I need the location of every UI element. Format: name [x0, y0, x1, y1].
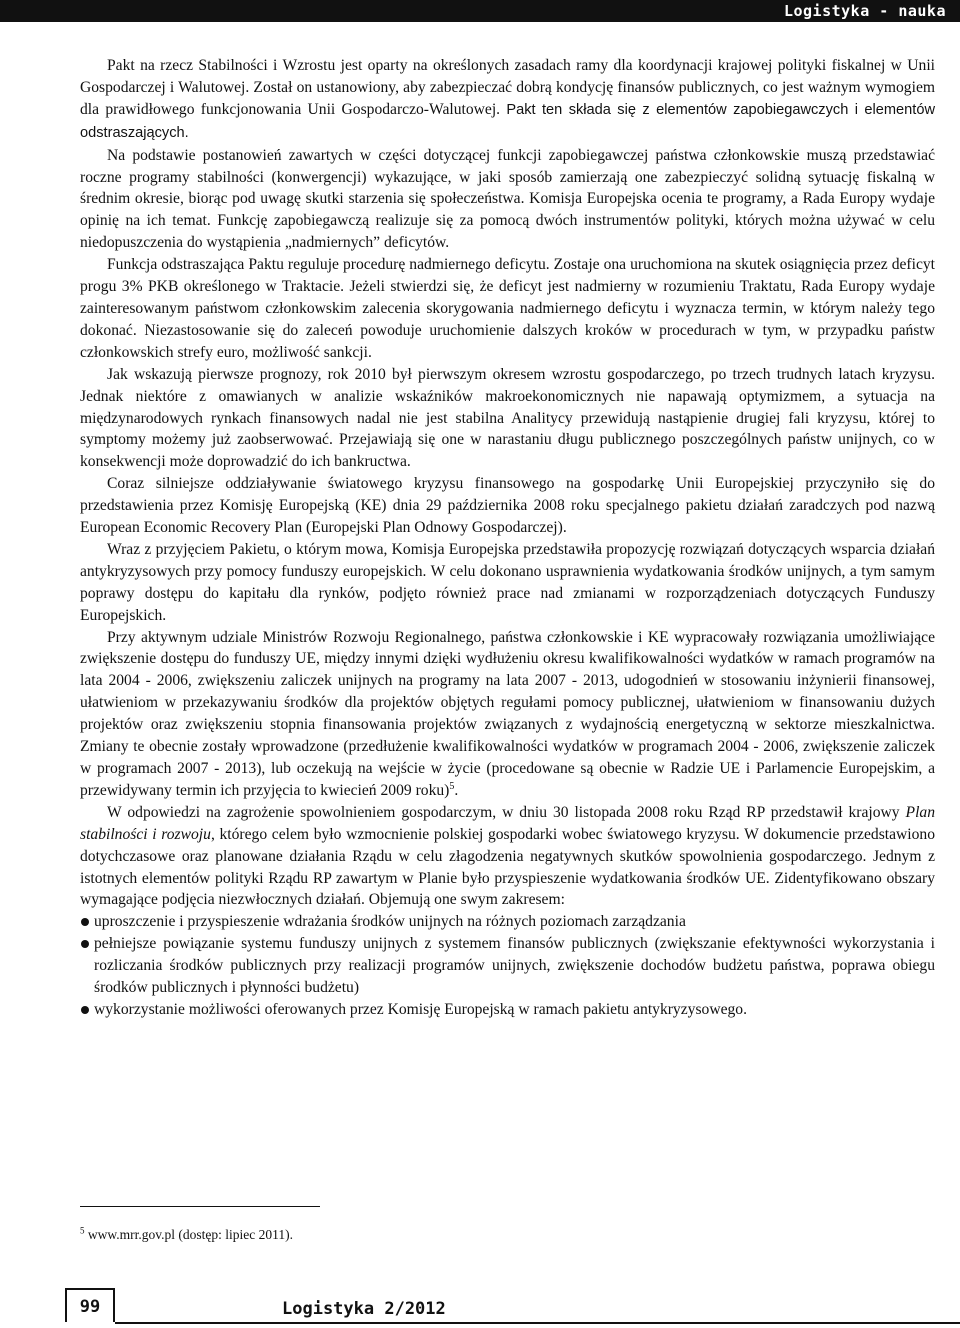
bullet-icon	[81, 918, 89, 926]
footer-divider	[115, 1322, 960, 1324]
list-item-text: uproszczenie i przyspieszenie wdrażania środków unijnych na różnych poziomach zarządzania	[94, 913, 686, 931]
paragraph-2: Na podstawie postanowień zawartych w części dotyczącej funkcji zapobiegawczej państwa członkowskie muszą przedstawiać roczne programy stabilności (konwergencji) wykazujące, w jaki sposób zamierzają one zabezpieczyć solidną sytuację fiskalną w średnim okresie, biorąc pod uwagę skutki starzenia się społeczeństwa. Komisja Europejska ocenia te programy, a Rada Europy wydaje opinię na ich temat. Funkcję zapobiegawczą realizuje się za pomocą dwóch instrumentów polityki, których można używać w celu niedopuszczenia do wystąpienia „nadmiernych” deficytów.	[80, 146, 935, 252]
plan-title-italic: Plan stabilności i rozwoju	[80, 803, 935, 843]
list-item-text: pełniejsze powiązanie systemu funduszy unijnych z systemem finansów publicznych (zwiększanie efektywności wykorzystania i rozliczania środków publicznych przy realizacji programów unijnych, zwiększenie dochodów budżetu państwa, poprawa obiegu środków publicznych i płynności budżetu)	[94, 935, 935, 997]
paragraph-5: Coraz silniejsze oddziaływanie światowego kryzysu finansowego na gospodarkę Unii Europejskiej przyczyniło się do przedstawienia przez Komisję Europejską (KE) dnia 29 października 2008 roku specjalnego pakietu działań zaradczych pod nazwą European Economic Recovery Plan (Europejski Plan Odnowy Gospodarczej).	[80, 475, 935, 537]
list-item-text: wykorzystanie możliwości oferowanych przez Komisję Europejską w ramach pakietu antykryzysowego.	[94, 1000, 747, 1018]
bullet-list	[80, 911, 935, 1021]
footnote-number: 5	[80, 1225, 85, 1236]
paragraph-8-text-b: , którego celem było wzmocnienie polskiej gospodarki wobec światowego kryzysu. W dokumencie przedstawiono dotychczasowe oraz planowane działania Rządu w celu złagodzenia negatywnych skutków spowolnienia gospodarczego. Jednym z istotnych elementów polityki Rządu RP zawartym w Planie było przyspieszenie wydatkowania środków UE. Zidentyfikowano obszary wymagające podjęcia niezwłocznych działań. Objemują one swym zakresem:	[80, 825, 936, 909]
bullet-icon	[81, 1006, 89, 1014]
paragraph-8	[80, 802, 935, 912]
paragraph-1-sans-text: Pakt ten składa się z elementów zapobiegawczych i elementów odstraszających.	[80, 101, 935, 141]
paragraph-4: Jak wskazują pierwsze prognozy, rok 2010 był pierwszym okresem wzrostu gospodarczego, po trzech trudnych latach kryzysu. Jednak niektóre z omawianych w analizie wskaźników makroekonomicznych nie napawają optymizmem, a sytuacja na międzynarodowych rynkach finansowych nadal nie jest stabilna Analitycy przewidują nastąpienie drugiej fali kryzysu, której to symptomy możemy już zaobserwować. Przejawiają się one w narastaniu długu publicznego poszczególnych państw unijnych, co w konsekwencji może doprowadzić do ich bankructwa.	[80, 365, 935, 471]
bullet-icon	[81, 940, 89, 948]
footnote-divider	[80, 1206, 320, 1207]
paragraph-3: Funkcja odstraszająca Paktu reguluje procedurę nadmiernego deficytu. Zostaje ona uruchomiona na skutek osiągnięcia przez deficyt progu 3% PKB określonego w Traktacie. Jeżeli stwierdzi się, że deficyt jest nadmierny w rozumieniu Traktatu, Rada Europy wydaje zainteresowanym państwom członkowskim zalecenia skorygowania nadmiernego deficytu i wyznacza termin, w którym należy tego dokonać. Niezastosowanie się do zaleceń powoduje uruchomienie dalszych kroków w procedurach w tym, w przypadku państw członkowskich strefy euro, możliwość sankcji.	[80, 256, 935, 361]
journal-title: Logistyka 2/2012	[282, 1299, 446, 1319]
article-body	[80, 55, 935, 1021]
section-header	[0, 0, 960, 22]
footnote-text: www.mrr.gov.pl (dostęp: lipiec 2011).	[87, 1227, 293, 1242]
page-number: 99	[79, 1297, 101, 1317]
paragraph-8-text-a: W odpowiedzi na zagrożenie spowolnieniem gospodarczym, w dniu 30 listopada 2008 roku Rząd RP przedstawił krajowy	[107, 803, 906, 821]
list-item	[80, 999, 935, 1021]
paragraph-1	[80, 55, 935, 145]
footnote-ref: 5	[449, 780, 455, 792]
page-number-box	[65, 1288, 115, 1322]
paragraph-7	[80, 627, 935, 802]
paragraph-7-text: Przy aktywnym udziale Ministrów Rozwoju Regionalnego, państwa członkowskie i KE wypracowały rozwiązania umożliwiające zwiększenie dostępu do funduszy UE, między innymi dzięki wydłużeniu okresu kwalifikowalności wydatków w ramach programów na lata 2004 - 2006, zwiększeniu zaliczek unijnych na programy na lata 2007 - 2013, udogodnień w stosowaniu inżynierii finansowej, ułatwieniom w przekazywaniu środków dla projektów objętych regułami pomocy publicznej, ułatwieniom w finansowaniu dużych projektów oraz zwiększeniu stopnia finansowania projektów związanych z wydajnością energetyczną w sektorze mieszkalnictwa. Zmiany te obecnie zostały wprowadzone (przedłużenie kwalifikowalności wydatków w programach 2004 - 2006, zwiększenie zaliczek w programach 2007 - 2013), lub oczekują na wejście w życie (procedowane są obecnie w Radzie UE i Parlamencie Europejskim, a przewidywany termin ich przyjęcia to kwiecień 2009 roku)	[80, 628, 935, 799]
paragraph-1-text: Pakt na rzecz Stabilności i Wzrostu jest oparty na określonych zasadach ramy dla koordynacji krajowej polityki fiskalnej w Unii Gospodarczej i Walutowej. Został on ustanowiony, aby zabezpieczać dobrą kondycję finansów publicznych, co jest ważnym wymogiem dla prawidłowego funkcjonowania Unii Gospodarczo-Walutowej.	[80, 57, 935, 118]
footnote	[80, 1226, 680, 1244]
paragraph-6: Wraz z przyjęciem Pakietu, o którym mowa, Komisja Europejska przedstawiła propozycję rozwiązań dotyczących wsparcia działań antykryzysowych przy pomocy funduszy europejskich. W celu dokonano usprawnienia wydatkowania środków unijnych, a tym samym poprawy dostępu do kapitału dla rynków, podjęto również prace nad zmianami w rozporządzeniach dotyczących Funduszy Europejskich.	[80, 540, 935, 624]
list-item	[80, 933, 935, 999]
paragraph-7-end: .	[454, 781, 459, 799]
section-title: Logistyka - nauka	[783, 2, 946, 20]
list-item	[80, 911, 935, 933]
